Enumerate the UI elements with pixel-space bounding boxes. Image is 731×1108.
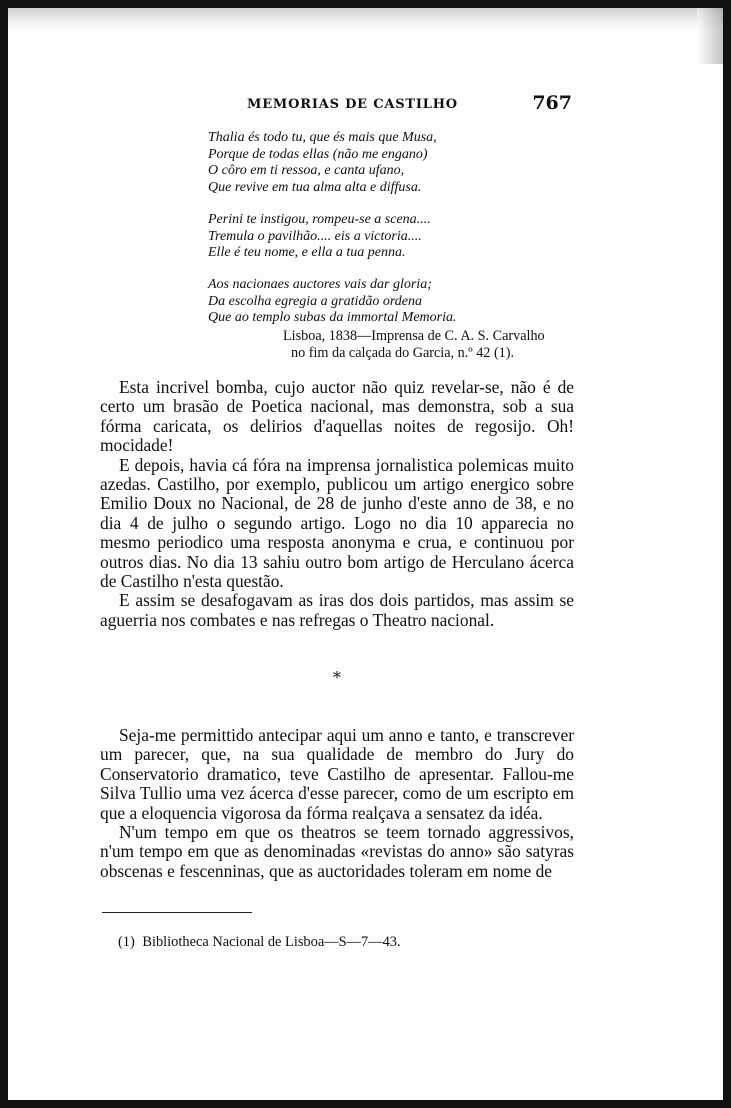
scan-edge-shadow [8,8,723,30]
paragraph: E depois, havia cá fóra na imprensa jornalistica polemicas muito azedas. Castilho, por exemplo, publicou um artigo energico sobre Emilio Doux no Nacional, de 28 de junho d'este anno de 38, e no dia 4 de julho o segundo artigo. Logo no dia 10 apparecia no mesmo periodico uma resposta anonyma e crua, e continuou por outros dias. No dia 13 sahiu outro bom artigo de Herculano ácerca de Castilho n'esta questão. [100,454,574,592]
poem-line: Que ao templo subas da immortal Memoria. [208,310,457,326]
poem [208,130,568,342]
scan-corner-shadow [697,8,723,64]
footnote-divider [102,912,252,913]
imprint-line-2: no fim da calçada do Garcia, n.º 42 (1). [291,345,515,361]
imprint-line-1: Lisboa, 1838—Imprensa de C. A. S. Carvalho [283,328,545,344]
poem-line: Perini te instigou, rompeu-se a scena.... [208,211,431,227]
poem-line: Aos nacionaes auctores vais dar gloria; [208,276,432,292]
poem-stanza [208,277,568,327]
paragraph: Seja-me permittido antecipar aqui um anno e tanto, e transcrever um parecer, que, na sua qualidade de membro do Jury do Conservatorio dramatico, teve Castilho de apresentar. Fallou-me Silva Tullio uma vez ácerca d'esse parecer, como de um escripto em que a eloquencia vigorosa da fórma realçava a sensatez da idéa. [100,725,574,823]
page-number: 767 [532,92,572,114]
poem-line: Porque de todas ellas (não me engano) [208,146,428,162]
footnote [118,934,538,951]
poem-line: Thalia és todo tu, que és mais que Musa, [208,130,437,145]
imprint [283,328,583,362]
poem-line: Elle é teu nome, e ella a tua penna. [208,245,406,261]
paragraph: Esta incrivel bomba, cujo auctor não quiz revelar-se, não é de certo um brasão de Poetica nacional, mas demonstra, sob a sua fórma caricata, os delirios d'aquellas noites de regosijo. Oh! mocidade! [100,377,574,456]
poem-line: Da escolha egregia a gratidão ordena [208,293,422,309]
footnote-mark: (1) [118,934,135,950]
poem-stanza [208,212,568,262]
poem-stanza [208,130,568,197]
poem-line: Que revive em tua alma alta e diffusa. [208,180,422,196]
page-header [100,94,572,120]
paragraph: E assim se desafogavam as iras dos dois partidos, mas assim se aguerria nos combates e nas refregas o Theatro nacional. [100,590,574,630]
running-title: MEMORIAS DE CASTILHO [247,97,458,112]
footnote-text: Bibliotheca Nacional de Lisboa—S—7—43. [142,934,401,950]
body-text-section-1 [100,378,574,630]
paragraph: N'um tempo em que os theatros se teem tornado aggressivos, n'um tempo em que as denominadas «revistas do anno» são satyras obscenas e fescenninas, que as auctoridades toleram em nome de [100,822,574,881]
poem-line: O côro em ti ressoa, e canta ufano, [208,163,405,179]
poem-line: Tremula o pavilhão.... eis a victoria.... [208,228,422,244]
body-text-section-2 [100,726,574,881]
section-asterism: * [333,668,341,687]
